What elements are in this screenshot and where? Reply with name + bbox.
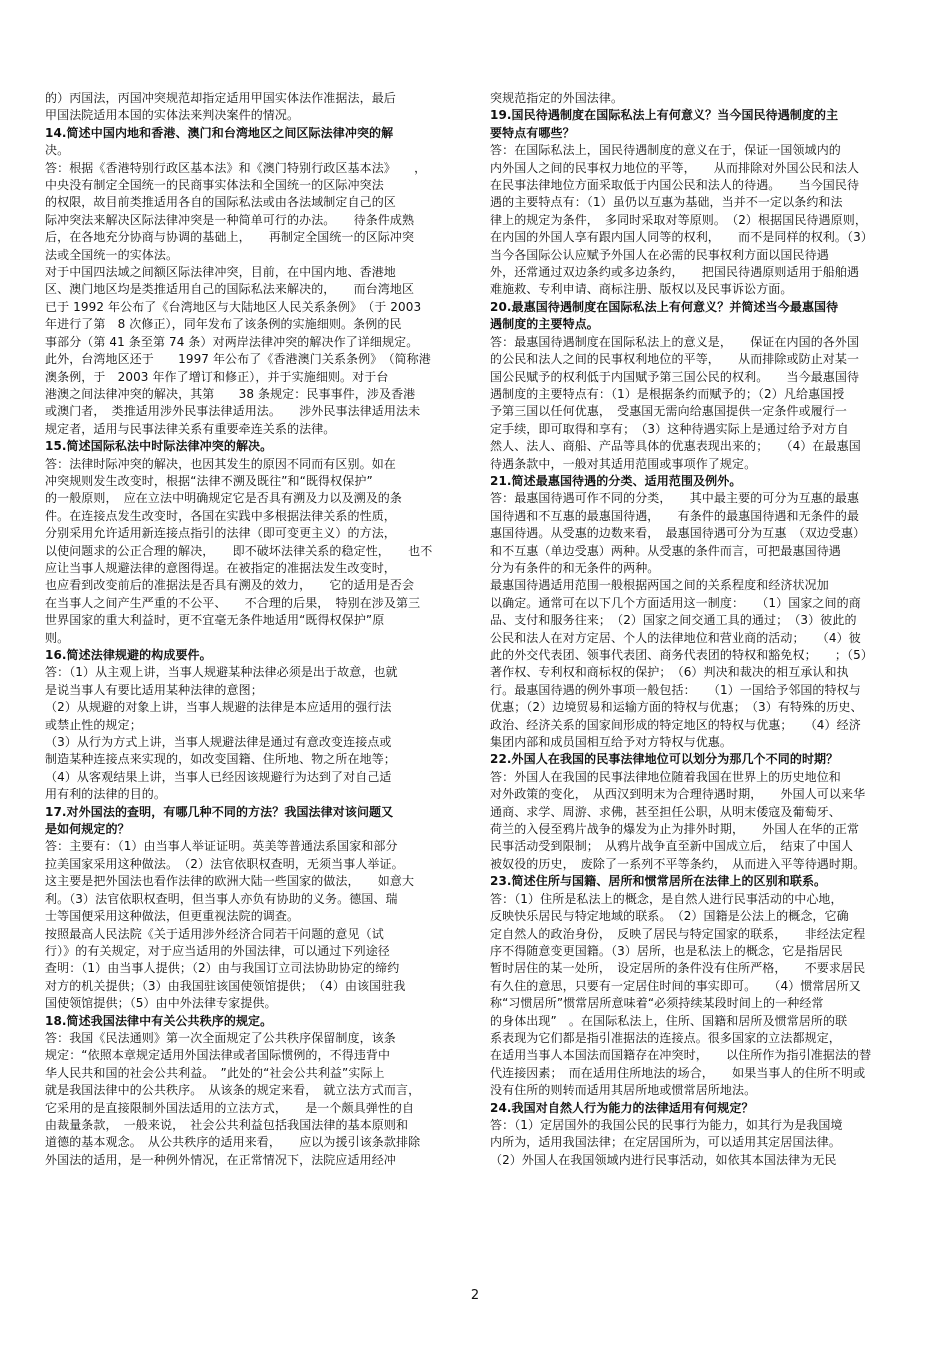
text-line: 或澳门者， 类推适用涉外民事法律适用法。 涉外民事法律适用法未: [45, 404, 421, 419]
text-line: 答：（1）住所是私法上的概念，是自然人进行民事活动的中心地，: [490, 891, 843, 906]
text-line: 的）丙国法，丙国冲突规范却指定适用甲国实体法作准据法，最后: [45, 91, 396, 105]
text-line: 规定者，适用与民事法律关系有重要牵连关系的法律。: [45, 421, 336, 436]
text-line: 甲国法院适用本国的实体法来判决案件的情况。: [45, 108, 300, 123]
question-heading-line: 17.对外国法的查明，有哪几种不同的方法？我国法律对该问题又: [45, 804, 394, 819]
text-line: 答：根据《香港特别行政区基本法》和《澳门特别行政区基本法》 ，: [45, 160, 427, 175]
text-line: 内外国人之间的民事权力地位的平等， 从而排除对外国公民和法人: [490, 160, 860, 175]
text-line: 定自然人的政治身份， 反映了居民与特定国家的联系， 非经法定程: [490, 926, 866, 941]
question-heading-line: 要特点有哪些？: [490, 125, 575, 140]
text-line: 系表现为它们都是指引准据法的连接点。很多国家的立法都规定，: [490, 1030, 841, 1045]
text-line: 事部分（第 41 条至第 74 条）对两岸法律冲突的解决作了详细规定。: [45, 334, 419, 349]
text-line: 已于 1992 年公布了《台湾地区与大陆地区人民关系条例》 （于 2003: [45, 299, 422, 314]
question-heading-line: 24.我国对自然人行为能力的法律适用有何规定？: [490, 1100, 754, 1115]
text-line: （4）从客观结果上讲，当事人已经因该规避行为达到了对自己适: [45, 769, 392, 784]
text-line: 拉美国家采用这种做法。 （2）法官依职权查明，无须当事人举证。: [45, 856, 404, 871]
text-line: 待遇条款中，一般对其适用范围或事项作了规定。: [490, 456, 757, 471]
text-line: 就是我国法律中的公共秩序。 从该条的规定来看， 就立法方式而言，: [45, 1083, 421, 1098]
text-line: 法或全国统一的实体法。: [45, 247, 179, 262]
question-heading-line: 20.最惠国待遇制度在国际私法上有何意义？并简述当今最惠国待: [490, 299, 839, 314]
text-line: 政治、经济关系的国家间形成的特定地区的特权与优惠； （4）经济: [490, 717, 861, 732]
text-line: 集团内部和成员国相互给予对方特权与优惠。: [490, 735, 733, 750]
text-line: 的一般原则， 应在立法中明确规定它是否具有溯及力以及溯及的条: [45, 491, 403, 506]
text-line: 荷兰的入侵至鸦片战争的爆发为止为排外时期， 外国人在华的正常: [490, 822, 860, 837]
text-line: 在内国的外国人享有跟内国人同等的权利， 而不是同样的权利。（3）: [490, 230, 873, 245]
text-line: 士等国便采用这种做法，但更重视法院的调查。: [45, 909, 300, 924]
text-line: 答：最惠国待遇制度在国际私法上的意义是， 保证在内国的各外国: [490, 334, 860, 349]
text-line: 品、支付和服务往来； （2）国家之间交通工具的通过； （3）彼此的: [490, 613, 857, 628]
question-heading-line: 22.外国人在我国的民事法律地位可以划分为那几个不同的时期？: [490, 752, 839, 767]
question-heading-line: 21.简述最惠国待遇的分类、适用范围及例外。: [490, 473, 742, 488]
text-line: 年进行了第 8 次修正），同年发布了该条例的实施细则。条例的民: [45, 317, 402, 332]
text-line: 或禁止性的规定；: [45, 717, 142, 732]
text-line: 序不得随意变更国籍。（3）居所，也是私法上的概念，它是指居民: [490, 943, 843, 958]
text-line: 行）》的有关规定，对于应当适用的外国法律，可以通过下列途径: [45, 943, 390, 958]
right-column: [490, 90, 908, 1169]
text-line: 著作权、专利权和商标权的保护； （6）判决和裁决的相互承认和执: [490, 665, 849, 680]
text-line: 冲突规则发生改变时，根据“法律不溯及既往”和“既得权保护”: [45, 473, 373, 488]
text-line: 后，在各地充分协商与协调的基础上， 再制定全国统一的区际冲突: [45, 230, 415, 245]
text-line: 当今各国际公认应赋予外国人在必需的民事权利方面以国民待遇: [490, 247, 829, 262]
text-line: 的权限，故目前类推适用各自的国际私法或由各法域制定自己的区: [45, 195, 396, 210]
text-line: 突规范指定的外国法律。: [490, 91, 624, 105]
text-line: 在适用当事人本国法而国籍存在冲突时， 以住所作为指引准据法的替: [490, 1048, 872, 1063]
question-heading-line: 14.简述中国内地和香港、澳门和台湾地区之间区际法律冲突的解: [45, 125, 394, 140]
text-line: （2）从规避的对象上讲，当事人规避的法律是本应适用的强行法: [45, 700, 392, 715]
question-heading-line: 遇制度的主要特点。: [490, 317, 599, 332]
text-line: 华人民共和国的社会公共利益。 ”此处的“社会公共利益”实际上: [45, 1065, 385, 1080]
text-line: 答：（1）从主观上讲，当事人规避某种法律必须是出于故意，也就: [45, 665, 398, 680]
text-line: 分别采用允许适用新连接点指引的法律（即可变更主义）的方法，: [45, 526, 396, 541]
text-line: 和不互惠（单边受惠）两种。从受惠的条件而言，可把最惠国待遇: [490, 543, 841, 558]
text-line: 按照最高人民法院《关于适用涉外经济合同若干问题的意见（试: [45, 926, 384, 941]
text-line: （2）外国人在我国领域内进行民事活动，如依其本国法律为无民: [490, 1152, 837, 1167]
text-line: 答：我国《民法通则》第一次全面规定了公共秩序保留制度，该条: [45, 1030, 396, 1045]
text-line: 答：最惠国待遇可作不同的分类， 其中最主要的可分为互惠的最惠: [490, 491, 860, 506]
text-line: 此外，台湾地区还于 1997 年公布了《香港澳门关系条例》 （简称港: [45, 352, 431, 367]
question-heading-line: 19.国民待遇制度在国际私法上有何意义？当今国民待遇制度的主: [490, 108, 839, 123]
text-line: 以使问题求的公正合理的解决， 即不破坏法律关系的稳定性， 也不: [45, 543, 433, 558]
text-line: 由裁量条款， 一般来说， 社会公共利益包括我国法律的基本原则和: [45, 1117, 409, 1132]
text-line: 定手续，即可取得和享有； （3）这种待遇实际上是通过给予对方自: [490, 421, 849, 436]
text-line: 港澳之间法律冲突的解决，其第 38 条规定：民事事件，涉及香港: [45, 386, 416, 401]
text-line: 分为有条件的和无条件的两种。: [490, 560, 660, 575]
text-line: 对外政策的变化， 从西汉到明末为合理待遇时期， 外国人可以来华: [490, 787, 866, 802]
question-heading-line: 18.简述我国法律中有关公共秩序的规定。: [45, 1013, 273, 1028]
text-line: 反映快乐居民与特定地域的联系。 （2）国籍是公法上的概念，它确: [490, 909, 849, 924]
question-heading-line: 16.简述法律规避的构成要件。: [45, 648, 212, 662]
text-line: 决。: [45, 143, 70, 158]
text-line: 它采用的是直接限制外国法适用的立法方式， 是一个颇具弹性的自: [45, 1100, 415, 1115]
text-line: 遇制度的主要特点有：（1）是根据条约而赋予的；（2）凡给惠国授: [490, 386, 845, 401]
text-line: 在当事人之间产生严重的不公平、 不合理的后果， 特别在涉及第三: [45, 595, 421, 610]
text-line: 被奴役的历史， 废除了一系列不平等条约， 从而进入平等待遇时期。: [490, 856, 866, 871]
text-line: 民事活动受到限制； 从鸦片战争直至新中国成立后， 结束了中国人: [490, 839, 854, 854]
text-line: 用有利的法律的目的。: [45, 787, 167, 802]
text-line: （3）从行为方式上讲，当事人规避法律是通过有意改变连接点或: [45, 735, 392, 750]
text-line: 答：（1）定居国外的我国公民的民事行为能力，如其行为是我国境: [490, 1117, 843, 1132]
question-heading-line: 是如何规定的？: [45, 822, 130, 837]
text-line: 国使领馆提供；（5）由中外法律专家提供。: [45, 996, 277, 1011]
text-line: 澳条例，于 2003 年作了增订和修正），并于实施细则。对于台: [45, 369, 389, 384]
text-line: 的身体出现” 。在国际私法上，住所、国籍和居所及惯常居所的联: [490, 1013, 848, 1028]
text-line: 国公民赋予的权利低于内国赋予第三国公民的权利。 当今最惠国待: [490, 369, 860, 384]
text-line: 难施救、专利申请、商标注册、版权以及民事诉讼方面。: [490, 282, 793, 297]
text-line: 是说当事人有要比适用某种法律的意图；: [45, 682, 263, 697]
text-line: 对方的机关提供；（3）由我国驻该国使领馆提供； （4）由该国驻我: [45, 978, 406, 993]
text-line: 答：在国际私法上，国民待遇制度的意义在于，保证一国领域内的: [490, 143, 841, 158]
left-column: [45, 90, 465, 1169]
text-line: 答：主要有：（1）由当事人举证证明。英美等普通法系国家和部分: [45, 839, 398, 854]
text-line: 的公民和法人之间的民事权利地位的平等， 从而排除或防止对某一: [490, 352, 860, 367]
text-line: 也应看到改变前后的准据法是否具有溯及的效力， 它的适用是否会: [45, 578, 415, 593]
text-line: 内所为，适用我国法律；在定居国所为，可以适用其定居国法律。: [490, 1135, 841, 1150]
text-line: 则。: [45, 630, 70, 645]
text-line: 际冲突法来解决区际法律冲突是一种简单可行的办法。 待条件成熟: [45, 212, 415, 227]
text-line: 查明：（1）由当事人提供；（2）由与我国订立司法协助协定的缔约: [45, 961, 400, 976]
text-line: 对于中国四法域之间额区际法律冲突，目前，在中国内地、香港地: [45, 265, 396, 280]
text-line: 外国法的适用，是一种例外情况，在正常情况下，法院应适用经冲: [45, 1152, 396, 1167]
text-line: 中央没有制定全国统一的民商事实体法和全国统一的区际冲突法: [45, 178, 384, 193]
text-line: 然人、法人、商船、产品等具体的优惠表现出来的； （4）在最惠国: [490, 439, 861, 454]
text-line: 规定：“依照本章规定适用外国法律或者国际惯例的，不得违背中: [45, 1048, 391, 1063]
text-line: 暂时居住的某一处所， 设定居所的条件没有住所严格， 不要求居民: [490, 961, 866, 976]
text-line: 没有住所的则转而适用其居所地或惯常居所地法。: [490, 1083, 757, 1098]
text-line: 世界国家的重大利益时，更不宜毫无条件地适用“既得权保护”原: [45, 613, 385, 628]
text-line: 通商、求学、周游、求佛，甚至担任公职，从明末倭寇及葡萄牙、: [490, 804, 841, 819]
text-line: 律上的规定为条件， 多同时采取对等原则。 （2）根据国民待遇原则，: [490, 212, 867, 227]
text-line: 最惠国待遇适用范围一般根据两国之间的关系程度和经济状况加: [490, 578, 829, 593]
text-line: 公民和法人在对方定居、个人的法律地位和营业商的活动； （4）彼: [490, 630, 861, 645]
text-line: 代连接因素； 而在适用住所地法的场合， 如果当事人的住所不明或: [490, 1065, 866, 1080]
text-line: 在民事法律地位方面采取低于内国公民和法人的待遇。 当今国民待: [490, 178, 860, 193]
text-line: 应让当事人规避法律的意图得逞。在被指定的准据法发生改变时，: [45, 560, 396, 575]
text-line: 行。最惠国待遇的例外事项一般包括： （1）一国给予邻国的特权与: [490, 682, 861, 697]
text-line: 国待遇和不互惠的最惠国待遇， 有条件的最惠国待遇和无条件的最: [490, 508, 860, 523]
text-line: 制造某种连接点来实现的，如改变国籍、住所地、物之所在地等；: [45, 752, 396, 767]
text-line: 予第三国以任何优惠， 受惠国无需向给惠国提供一定条件或履行一: [490, 404, 848, 419]
text-line: 件。在连接点发生改变时，各国在实践中多根据法律关系的性质，: [45, 508, 396, 523]
text-line: 遇的主要特点有：（1）虽仍以互惠为基础，当并不一定以条约和法: [490, 195, 843, 210]
text-line: 称“习惯居所”惯常居所意味着“必须持续某段时间上的一种经常: [490, 996, 824, 1011]
text-line: 这主要是把外国法也看作法律的欧洲大陆一些国家的做法， 如意大: [45, 874, 415, 889]
question-heading-line: 23.简述住所与国籍、居所和惯常居所在法律上的区别和联系。: [490, 874, 827, 889]
text-line: 有久住的意思，只要有一定居住时间的事实即可。 （4）惯常居所又: [490, 978, 861, 993]
text-line: 答：外国人在我国的民事法律地位随着我国在世界上的历史地位和: [490, 769, 841, 784]
question-heading-line: 15.简述国际私法中时际法律冲突的解决。: [45, 439, 273, 454]
page-number: 2: [470, 1288, 480, 1303]
text-line: 道德的基本观念。 从公共秩序的适用来看， 应以为援引该条款排除: [45, 1135, 421, 1150]
text-line: 惠国待遇。从受惠的边数来看， 最惠国待遇可分为互惠 （双边受惠）: [490, 526, 866, 541]
text-line: 优惠；（2）边境贸易和运输方面的特权与优惠； （3）有特殊的历史、: [490, 700, 863, 715]
text-line: 此的外交代表团、领事代表团、商务代表团的特权和豁免权； ；（5）: [490, 648, 873, 662]
text-line: 以确定。通常可在以下几个方面适用这一制度： （1）国家之间的商: [490, 595, 861, 610]
text-line: 外，还常通过双边条约或多边条约， 把国民待遇原则适用于船舶遇: [490, 265, 860, 280]
text-line: 区、澳门地区均是类推适用自己的国际私法来解决的， 而台湾地区: [45, 282, 415, 297]
text-line: 答：法律时际冲突的解决，也因其发生的原因不同而有区别。如在: [45, 456, 396, 471]
text-line: 利。（3）法官依职权查明，但当事人亦负有协助的义务。德国、瑞: [45, 891, 398, 906]
